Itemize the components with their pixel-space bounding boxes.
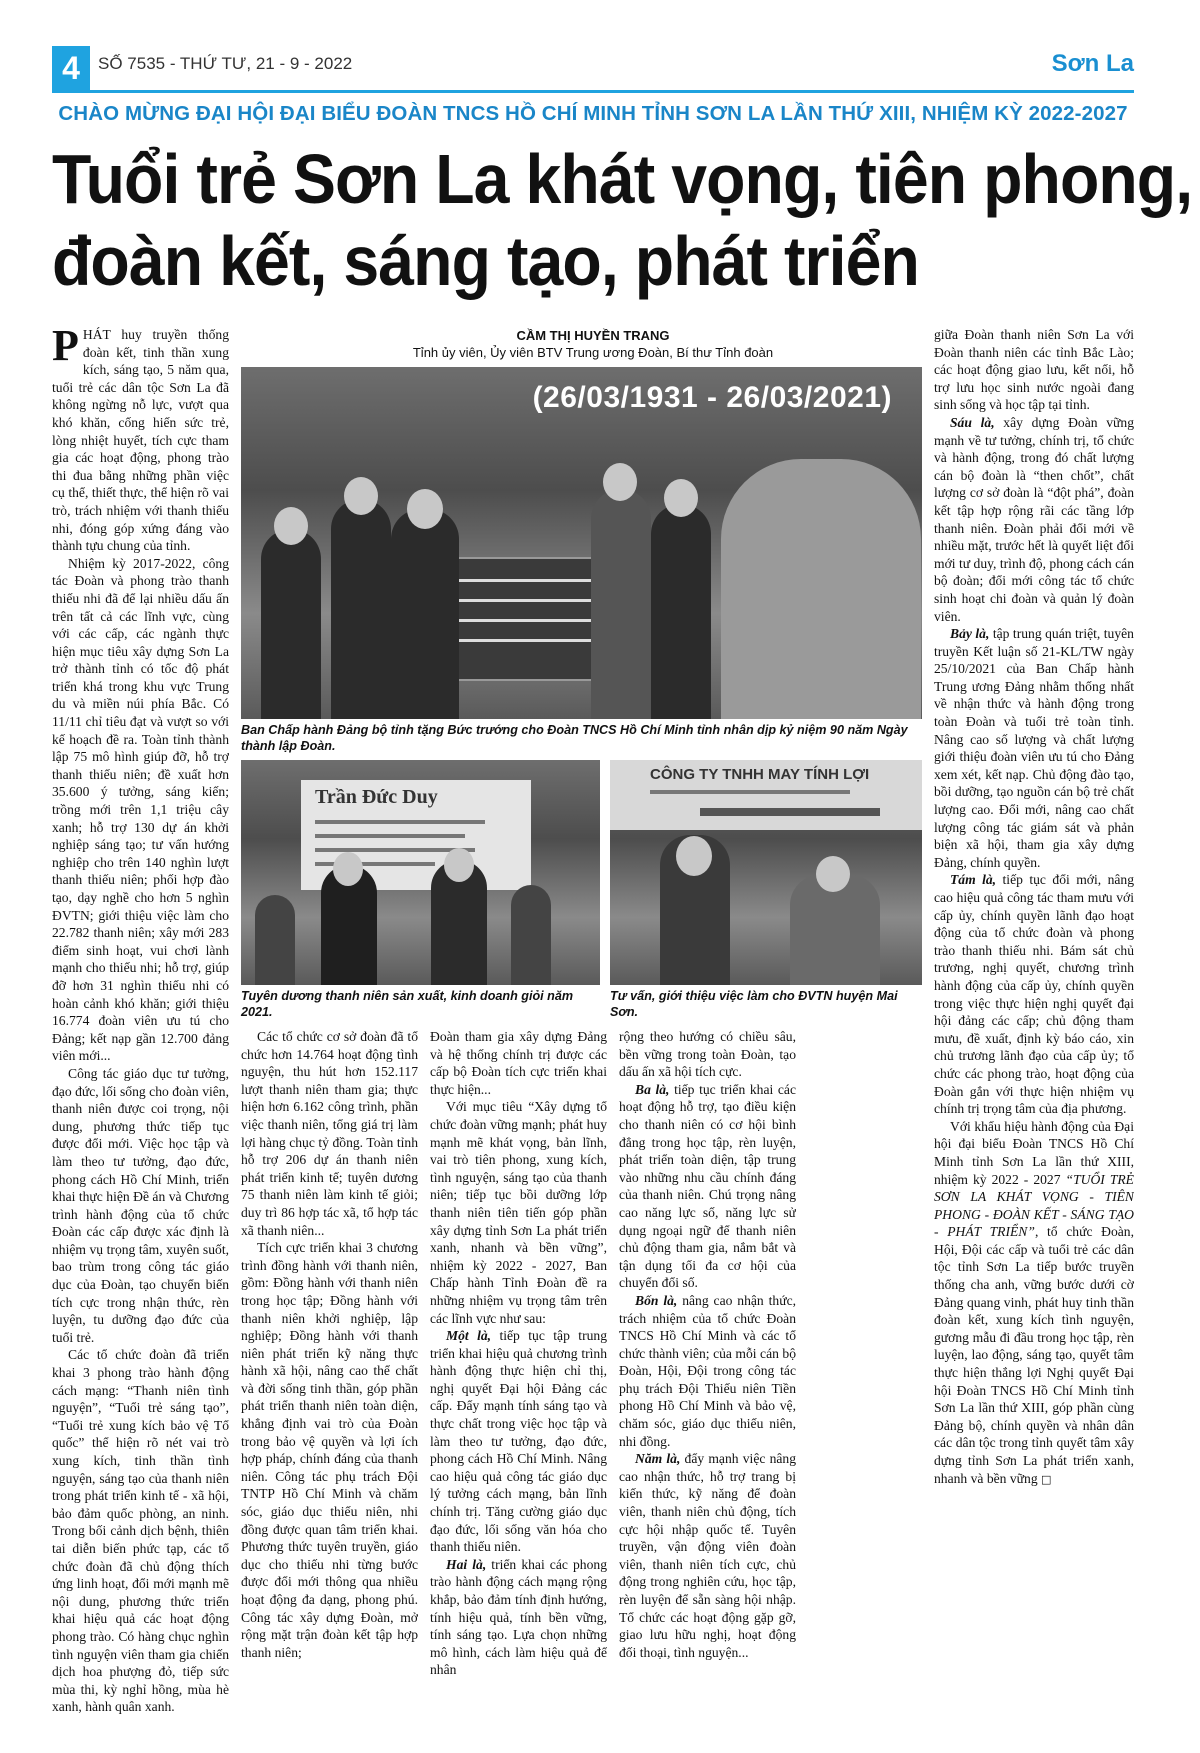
paragraph: Tích cực triển khai 3 chương trình đồng hành với thanh niên, gồm: Đồng hành với thanh niên trong học tập; Đồng hành với thanh niên khởi nghiệp, lập nghiệp; Đồng hành với thanh niên phát triển kỹ năng thực hành xã hội, nâng cao thể chất và đời sống tinh thần, góp phần phát triển thanh niên toàn diện, khẳng định vai trò của Đoàn trong bảo vệ quyền và lợi ích hợp pháp, chính đáng của thanh niên. Công tác phụ trách Đội TNTP Hồ Chí Minh và chăm sóc, giáo dục thiếu niên, nhi đồng được quan tâm triển khai. Phương thức tuyên truyền, giáo dục cho thiếu nhi từng bước được đổi mới thông qua nhiều hoạt động đa dạng, phong phú. Công tác xây dựng Đoàn, mở rộng mặt trận đoàn kết tập hợp thanh niên; [241, 1240, 418, 1660]
paragraph: Hai là, triển khai các phong trào hành động cách mạng rộng khắp, bảo đảm tính định hướng, tính hiệu quả, tính bền vững, tính sáng tạo. Lựa chọn những mô hình, cách làm hiệu quả để nhân [430, 1556, 607, 1678]
paragraph: Năm là, đẩy mạnh việc nâng cao nhận thức, hỗ trợ trang bị kiến thức, kỹ năng để đoàn viên, thanh niên chủ động, tích cực hội nhập quốc tế. Tuyên truyền, vận động viên đoàn viên, thanh niên tích cực, chủ động trong nghiên cứu, học tập, rèn luyện để sẵn sàng hội nhập. Tổ chức các hoạt động gặp gỡ, giao lưu hữu nghị, hoạt động đối thoại, tình nguyện... [619, 1451, 796, 1660]
column-4 [619, 1028, 796, 1736]
award-photo [241, 760, 600, 985]
column-1 [52, 326, 229, 1736]
column-3 [430, 1028, 607, 1736]
section-name: Sơn La [1051, 50, 1134, 77]
job-counseling-photo [610, 760, 922, 985]
main-photo [241, 367, 922, 719]
paragraph: Các tổ chức cơ sở đoàn đã tổ chức hơn 14.764 hoạt động tình nguyện, thu hút hơn 152.117 lượt thanh niên tham gia; thực hiện hơn 6.162 công trình, phần việc thanh niên, tổng giá trị làm lợi hàng chục tỷ đồng. Toàn tỉnh hỗ trợ 206 dự án thanh niên phát triển kinh tế; tuyên dương 75 thanh niên làm kinh tế giỏi; duy trì 86 hợp tác xã, tổ hợp tác xã thanh niên... [241, 1029, 418, 1238]
slogan: “TUỔI TRẺ SƠN LA KHÁT VỌNG - TIÊN PHONG - ĐOÀN KẾT - SÁNG TẠO - PHÁT TRIỂN” [934, 1171, 1134, 1240]
paragraph: rộng theo hướng có chiều sâu, bền vững trong toàn Đoàn, tạo dấu ấn xã hội tích cực. [619, 1029, 796, 1080]
lead-paragraph: PHÁT huy truyền thống đoàn kết, tinh thần xung kích, sáng tạo, 5 năm qua, tuổi trẻ các dân tộc Sơn La đã không ngừng nỗ lực, vượt qua khó khăn, cống hiến sức trẻ, lòng nhiệt huyết, tích cực tham gia các hoạt động, phong trào thi đua bằng những phần việc cụ thể, thiết thực, thể hiện rõ vai trò, trách nhiệm với thanh thiếu nhi, đóng góp xứng đáng vào thành tựu chung của tỉnh. [52, 326, 229, 554]
paragraph: Nhiệm kỳ 2017-2022, công tác Đoàn và phong trào thanh thiếu nhi đã để lại nhiều dấu ấn trên tất cả các lĩnh vực, cùng với các cấp, các ngành thực hiện mục tiêu xây dựng Sơn La trở thành tỉnh có tốc độ phát triển khá trong khu vực Trung du và miền núi phía Bắc. Có 11/11 chỉ tiêu đạt và vượt so với kế hoạch đề ra. Toàn tỉnh thành lập 75 mô hình giúp đỡ, hỗ trợ thanh thiếu niên; đề xuất hơn 35.600 ý tưởng, sáng kiến; trồng mới trên 1,1 triệu cây xanh; hỗ trợ 130 dự án khởi nghiệp sáng tạo; tư vấn hướng nghiệp cho trên 140 nghìn lượt thanh thiếu niên; phối hợp đào tạo, dạy nghề cho hơn 5 nghìn ĐVTN; giới thiệu việc làm cho 22.782 thanh niên; xây mới 283 điểm sinh hoạt, vui chơi lành mạnh cho thiếu nhi; hỗ trợ, giúp đỡ hơn 31 nghìn thiếu nhi có hoàn cảnh khó khăn; giới thiệu 16.774 đoàn viên ưu tú cho Đảng; kết nạp gần 12.700 đảng viên mới... [52, 555, 229, 1064]
header-rule [52, 90, 1134, 93]
photo-banner-text: (26/03/1931 - 26/03/2021) [532, 381, 892, 414]
paragraph: Một là, tiếp tục tập trung triển khai hiệu quả chương trình hành động thực hiện chỉ thị, nghị quyết Đại hội Đảng các cấp. Đẩy mạnh tính sáng tạo và thực chất trong việc học tập và làm theo tư tưởng, đạo đức, phong cách Hồ Chí Minh. Nâng cao hiệu quả công tác giáo dục lý tưởng cách mạng, bản lĩnh chính trị. Tăng cường giáo dục đạo đức, lối sống văn hóa cho thanh thiếu niên. [430, 1328, 607, 1555]
company-sign-text: CÔNG TY TNHH MAY TÍNH LỢI [650, 766, 870, 783]
headline-line-2: đoàn kết, sáng tạo, phát triển [52, 222, 919, 300]
paragraph: Các tổ chức đoàn đã triển khai 3 phong trào hành động cách mạng: “Thanh niên tình nguyện”, “Tuổi trẻ sáng tạo”, “Tuổi trẻ xung kích bảo vệ Tổ quốc” thể hiện rõ nét vai trò xung kích, tinh thần tình nguyện, sáng tạo của thanh niên trong phát triển kinh tế - xã hội, bảo đảm quốc phòng, an ninh. Trong bối cảnh dịch bệnh, thiên tai diễn biến phức tạp, các tổ chức đoàn đã chủ động thích ứng linh hoạt, đổi mới mạnh mẽ nội dung, phương thức triển khai hiệu quả các hoạt động phong trào. Có hàng chục nghìn tình nguyện viên tham gia chiến dịch hoa phượng đỏ, tiếp sức mùa thi, kỳ nghỉ hồng, mùa hè xanh, hành quân xanh. [52, 1347, 229, 1715]
column-2 [241, 1028, 418, 1736]
end-mark: □ [1041, 1472, 1052, 1486]
company-sign [610, 760, 922, 830]
job-counseling-caption: Tư vấn, giới thiệu việc làm cho ĐVTN huyện Mai Sơn. [610, 989, 898, 1019]
kicker: CHÀO MỪNG ĐẠI HỘI ĐẠI BIỂU ĐOÀN TNCS HỒ CHÍ MINH TỈNH SƠN LA LẦN THỨ XIII, NHIỆM KỲ 2022-2027 [58, 102, 1128, 125]
issue-date: SỐ 7535 - THỨ TƯ, 21 - 9 - 2022 [98, 54, 353, 73]
main-photo-caption: Ban Chấp hành Đảng bộ tỉnh tặng Bức trướng cho Đoàn TNCS Hồ Chí Minh tỉnh nhân dịp kỷ niệm 90 năm Ngày thành lập Đoàn. [241, 723, 908, 753]
paragraph: Công tác giáo dục tư tưởng, đạo đức, lối sống cho đoàn viên, thanh niên được coi trọng, nội dung, phương thức tiếp tục được đổi mới. Việc học tập và làm theo tư tưởng, đạo đức, phong cách Hồ Chí Minh, triển khai thực hiện Đề án và Chương trình hành động của tổ chức Đoàn các cấp được xác định là nhiệm vụ trọng tâm, xuyên suốt, bao trùm trong công tác giáo dục của Đoàn, tạo chuyển biến tích cực trong nhận thức, rèn luyện, tu dưỡng đạo đức của tuổi trẻ. [52, 1065, 229, 1345]
paragraph: Với mục tiêu “Xây dựng tổ chức đoàn vững mạnh; phát huy mạnh mẽ khát vọng, bản lĩnh, vai trò tiên phong, xung kích, tình nguyện, sáng tạo của thanh niên; tiếp tục bồi dưỡng lớp thanh niên tiên tiến góp phần xây dựng tỉnh Sơn La phát triển xanh, nhanh và bền vững”, nhiệm kỳ 2022 - 2027, Ban Chấp hành Tỉnh Đoàn đề ra những nhiệm vụ trọng tâm trên các lĩnh vực như sau: [430, 1099, 607, 1326]
headline-line-1: Tuổi trẻ Sơn La khát vọng, tiên phong, [52, 140, 1193, 218]
paragraph: giữa Đoàn thanh niên Sơn La với Đoàn thanh niên các tỉnh Bắc Lào; các hoạt động giao lưu, kết nối, hỗ trợ lưu học sinh nước ngoài đang sinh sống và học tập tại tỉnh. [934, 327, 1134, 413]
paragraph: Bảy là, tập trung quán triệt, tuyên truyền Kết luận số 21-KL/TW ngày 25/10/2021 của Ban Chấp hành Trung ương Đảng nhằm thống nhất về nhận thức và hành động trong toàn Đoàn và tuổi trẻ toàn tỉnh. Nâng cao số lượng và chất lượng giới thiệu đoàn viên ưu tú cho Đảng xem xét, kết nạp. Chủ động đào tạo, bồi dưỡng, tạo nguồn cán bộ trẻ chất lượng cao. Đổi mới, nâng cao chất lượng công tác giám sát và phản biện xã hội, tham gia xây dựng Đảng, chính quyền. [934, 626, 1134, 870]
award-board-name: Trần Đức Duy [315, 786, 438, 808]
byline-role: Tỉnh ủy viên, Ủy viên BTV Trung ương Đoàn, Bí thư Tỉnh đoàn [412, 345, 774, 360]
headline [52, 138, 1193, 302]
byline-name: CẦM THỊ HUYỀN TRANG [516, 328, 670, 343]
award-photo-caption: Tuyên dương thanh niên sản xuất, kinh doanh giỏi năm 2021. [241, 989, 574, 1019]
paragraph: Ba là, tiếp tục triển khai các hoạt động hỗ trợ, tạo điều kiện cho thanh niên có cơ hội bình đẳng trong học tập, rèn luyện, phát triển toàn diện, tập trung vào những nhu cầu chính đáng của thanh niên. Chú trọng nâng cao năng lực số, năng lực sử dụng ngoại ngữ để thanh niên chủ động tham gia, nắm bắt và tận dụng tối đa cơ hội của chuyển đổi số. [619, 1081, 796, 1291]
paragraph: Sáu là, xây dựng Đoàn vững mạnh về tư tưởng, chính trị, tổ chức và hành động, trong đó chất lượng cán bộ đoàn là “then chốt”, chất lượng cơ sở đoàn là “đột phá”, đoàn kết tập hợp rộng rãi các tầng lớp thanh niên. Đoàn phải đổi mới về nhiều mặt, trước hết là quyết liệt đổi mới tư duy, trình độ, phong cách cán bộ đoàn; đổi mới công tác tổ chức sinh hoạt chi đoàn và quản lý đoàn viên. [934, 414, 1134, 624]
page-number: 4 [52, 46, 90, 90]
paragraph: Tám là, tiếp tục đổi mới, nâng cao hiệu quả công tác tham mưu với cấp ủy, chính quyền lãnh đạo hoạt động của tổ chức đoàn và phong trào thanh thiếu nhi. Bám sát chủ trương, nghị quyết, chương trình hành động của cấp ủy, chính quyền trong việc thực hiện nghị quyết đại hội đảng các cấp; chủ động tham mưu, đề xuất, định kỳ báo cáo, xin chủ trương lãnh đạo của cấp ủy; tổ chức các phong trào, hoạt động của Đoàn gắn với thực hiện nhiệm vụ chính trị trọng tâm của địa phương. [934, 872, 1134, 1117]
column-5 [934, 326, 1134, 1736]
dropcap: P [52, 326, 79, 370]
paragraph: Bốn là, nâng cao nhận thức, trách nhiệm của tổ chức Đoàn TNCS Hồ Chí Minh và các tổ chức thành viên; của mỗi cán bộ Đoàn, Hội, Đội trong công tác phụ trách Đội Thiếu niên Tiền phong Hồ Chí Minh và bảo vệ, chăm sóc, giáo dục thiếu niên, nhi đồng. [619, 1292, 796, 1449]
closing-paragraph: Với khẩu hiệu hành động của Đại hội đại biểu Đoàn TNCS Hồ Chí Minh tỉnh Sơn La lần thứ XIII, nhiệm kỳ 2022 - 2027 “TUỔI TRẺ SƠN LA KHÁT VỌNG - TIÊN PHONG - ĐOÀN KẾT - SÁNG TẠO - PHÁT TRIỂN”, tổ chức Đoàn, Hội, Đội các cấp và tuổi trẻ các dân tộc tỉnh Sơn La tiếp bước truyền thống cha anh, vững bước dưới cờ Đảng quang vinh, phát huy tinh thần đoàn kết, xung kích tình nguyện, gương mẫu đi đầu trong học tập, rèn luyện, lao động, sáng tạo, quyết tâm thực hiện thắng lợi Nghị quyết Đại hội Đoàn TNCS Hồ Chí Minh tỉnh Sơn La lần thứ XIII, góp phần cùng Đảng bộ, chính quyền và nhân dân các dân tộc trong tỉnh quyết tâm xây dựng tỉnh Sơn La phát triển xanh, nhanh và bền vững □ [934, 1118, 1134, 1486]
paragraph: Đoàn tham gia xây dựng Đảng và hệ thống chính trị được các cấp bộ Đoàn tích cực triển khai thực hiện... [430, 1029, 607, 1097]
